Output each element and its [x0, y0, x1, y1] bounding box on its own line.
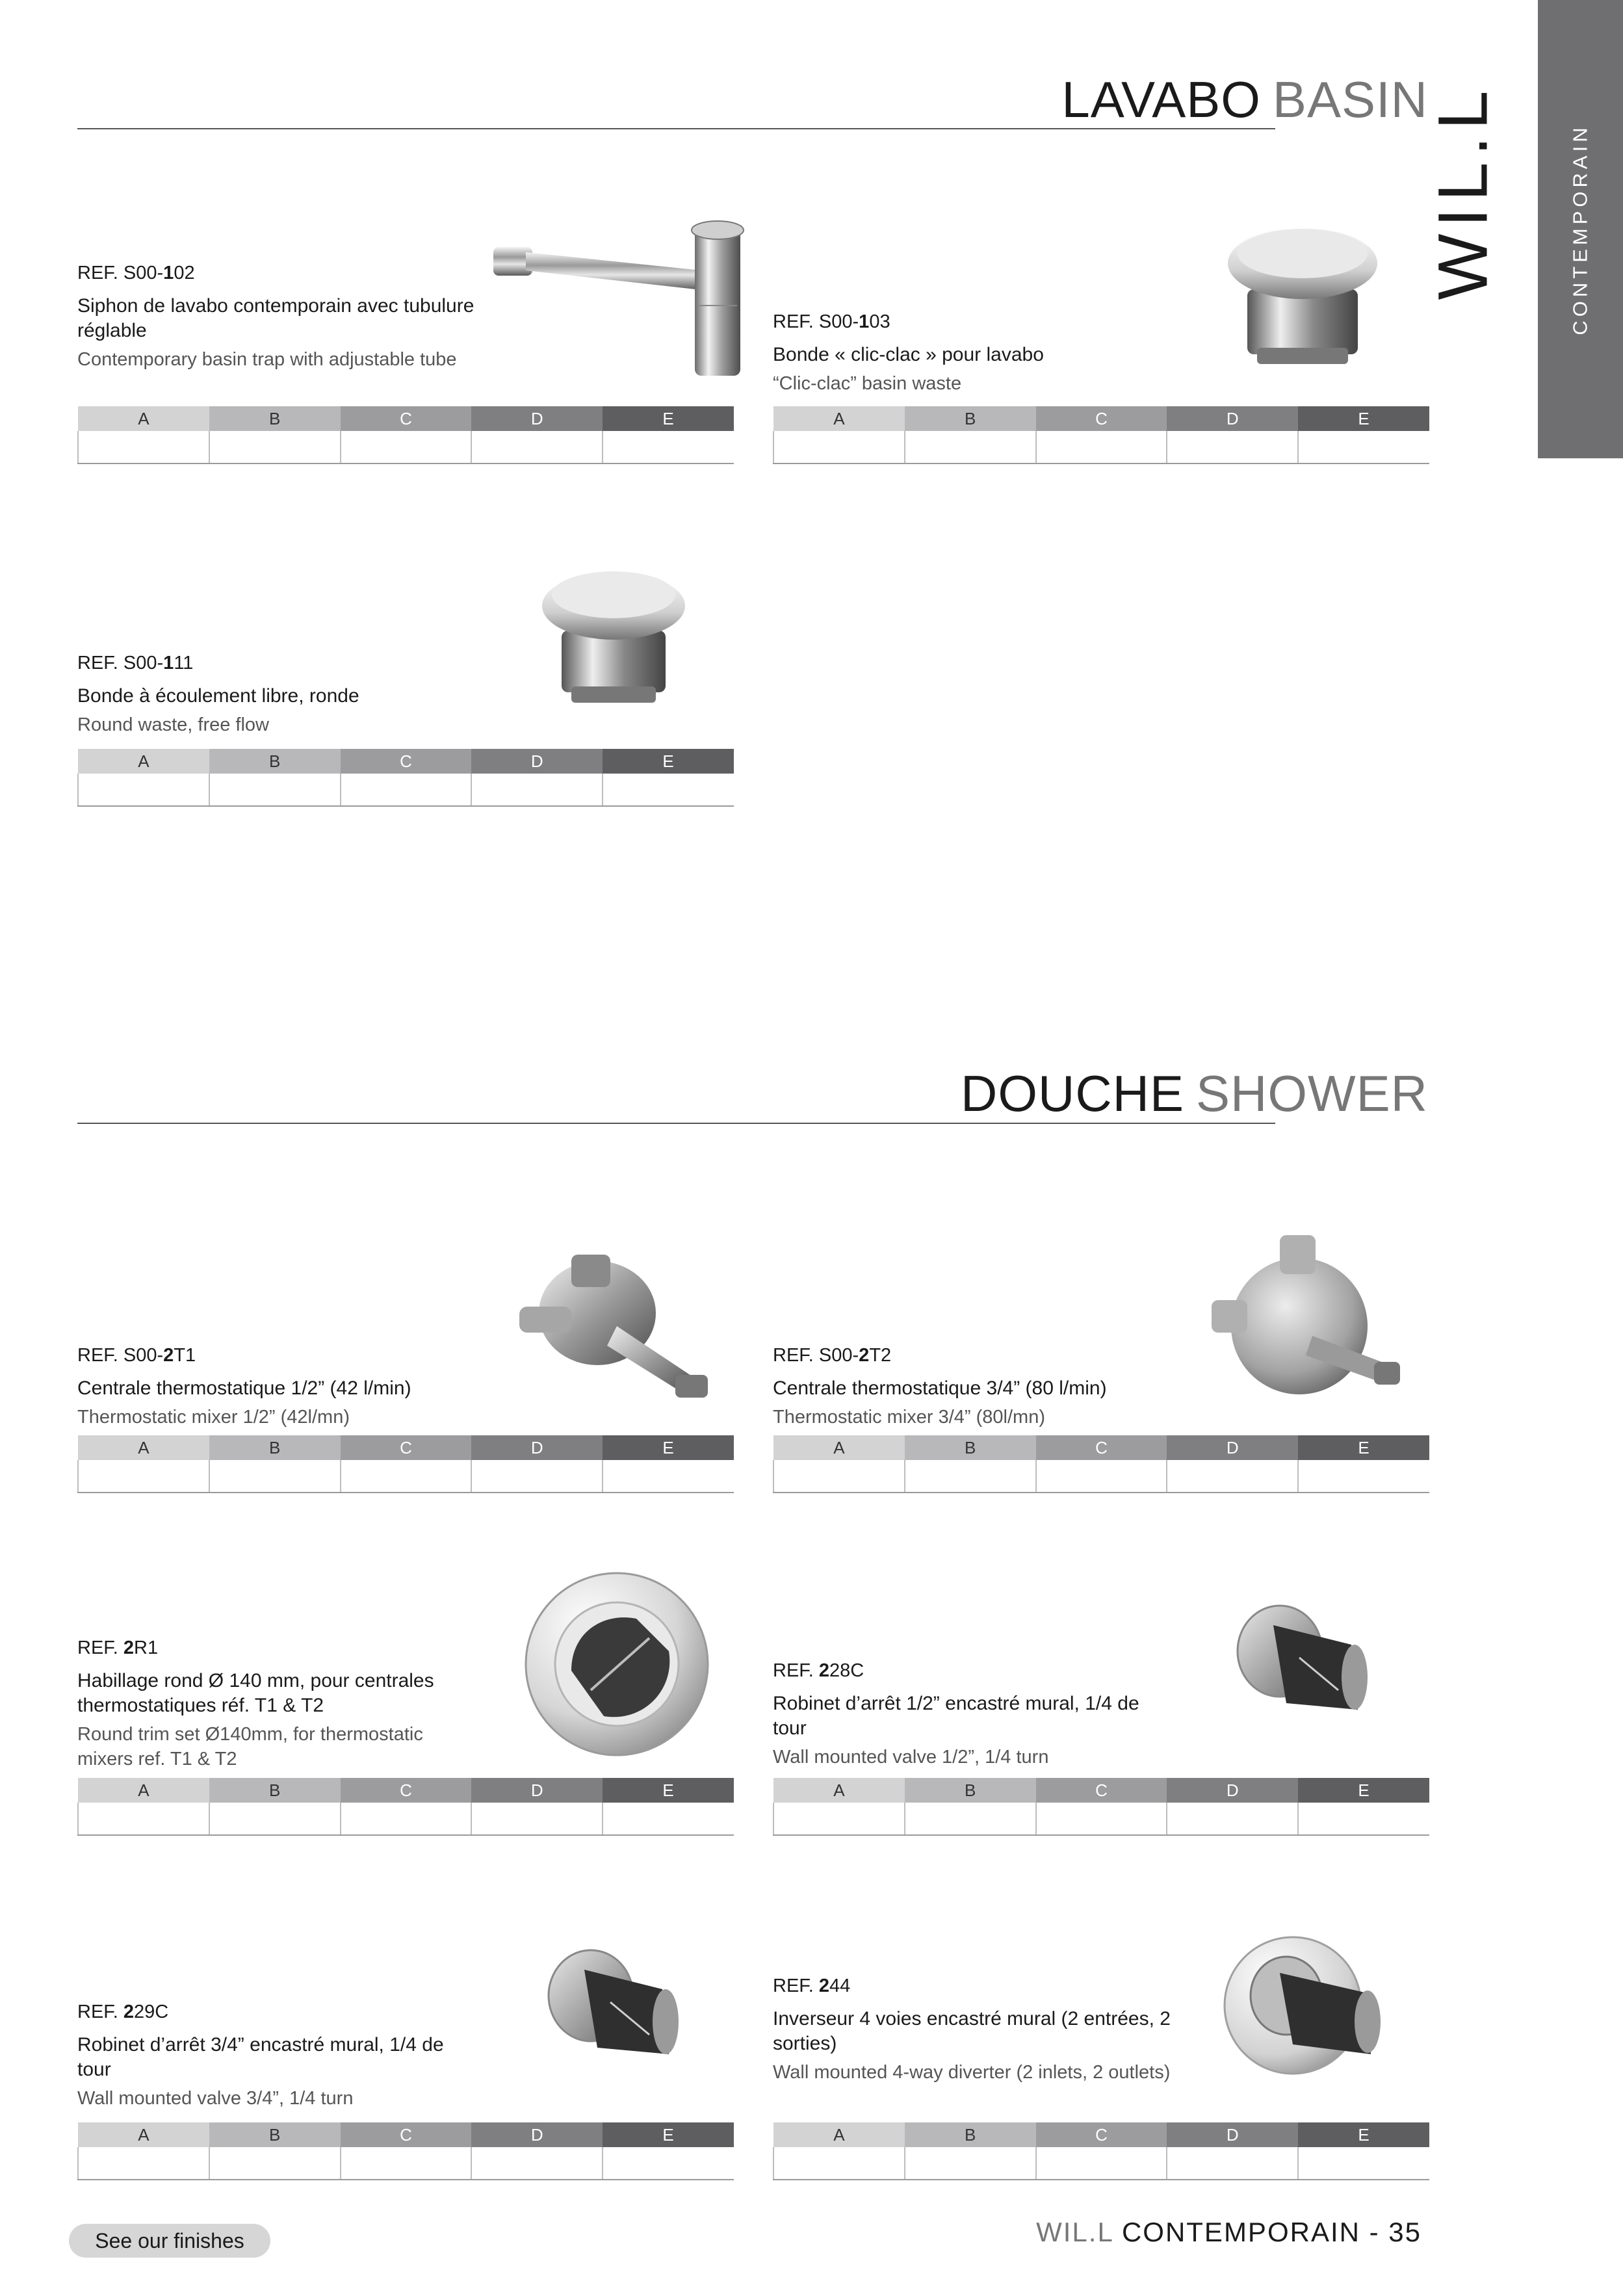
basin-trap-icon	[480, 208, 818, 377]
product-desc-fr: Robinet d’arrêt 3/4” encastré mural, 1/4 de tour	[77, 2034, 444, 2080]
product-desc-fr: Siphon de lavabo contemporain avec tubulure réglable	[77, 295, 474, 341]
finish-A: A	[773, 2122, 905, 2147]
finish-table	[773, 2122, 1429, 2180]
finish-A: A	[78, 749, 209, 774]
finish-B: B	[905, 1435, 1036, 1460]
thermostatic-mixer-large-icon	[1208, 1235, 1403, 1417]
finish-A: A	[78, 1435, 209, 1460]
product-ref: REF. S00-103	[773, 311, 890, 332]
product-desc-en: Wall mounted 4-way diverter (2 inlets, 2 outlets)	[773, 2062, 1171, 2083]
product-desc-fr: Bonde à écoulement libre, ronde	[77, 685, 359, 707]
brand-vertical: WIL.L	[1423, 83, 1502, 300]
finish-table	[77, 1778, 734, 1836]
finish-A: A	[78, 1778, 209, 1803]
product-desc-en: Thermostatic mixer 3/4” (80l/mn)	[773, 1407, 1045, 1428]
finish-B: B	[209, 749, 341, 774]
finish-C: C	[341, 749, 472, 774]
finish-E: E	[603, 406, 734, 431]
finish-E: E	[1298, 406, 1429, 431]
finish-D: D	[471, 406, 603, 431]
finish-A: A	[773, 1435, 905, 1460]
product-desc-fr: Centrale thermostatique 3/4” (80 l/min)	[773, 1377, 1107, 1399]
finish-B: B	[209, 1778, 341, 1803]
footer-collection: CONTEMPORAIN	[1121, 2217, 1360, 2247]
round-waste-icon	[532, 559, 695, 709]
finish-table	[77, 1435, 734, 1493]
section-title-shower	[961, 1064, 1428, 1123]
finish-A: A	[78, 406, 209, 431]
finish-C: C	[341, 406, 472, 431]
finish-E: E	[603, 2122, 734, 2147]
product-desc-en: “Clic-clac” basin waste	[773, 373, 962, 394]
finish-C: C	[1036, 406, 1167, 431]
finish-B: B	[209, 406, 341, 431]
product-desc-fr: Bonde « clic-clac » pour lavabo	[773, 344, 1044, 365]
finish-B: B	[905, 1778, 1036, 1803]
finish-E: E	[603, 749, 734, 774]
side-tab-label: CONTEMPORAIN	[1568, 123, 1592, 335]
finish-table	[77, 749, 734, 807]
finish-C: C	[341, 2122, 472, 2147]
product-desc-en: Wall mounted valve 3/4”, 1/4 turn	[77, 2088, 354, 2109]
product-card	[77, 195, 734, 468]
finish-D: D	[1167, 406, 1298, 431]
section-title-basin	[1061, 70, 1428, 129]
product-card	[77, 1918, 734, 2191]
page-number: - 35	[1369, 2217, 1422, 2247]
finish-D: D	[471, 2122, 603, 2147]
section-title-fr: LAVABO	[1061, 71, 1261, 128]
finish-D: D	[1167, 1778, 1298, 1803]
finish-B: B	[209, 2122, 341, 2147]
finish-D: D	[471, 1778, 603, 1803]
section-title-fr: DOUCHE	[960, 1065, 1184, 1122]
finish-A: A	[773, 1778, 905, 1803]
finish-D: D	[471, 1435, 603, 1460]
product-ref: REF. S00-111	[77, 653, 194, 673]
section-divider	[77, 1123, 1275, 1124]
finish-E: E	[603, 1435, 734, 1460]
product-desc-en: Thermostatic mixer 1/2” (42l/mn)	[77, 1407, 350, 1428]
product-card	[77, 553, 734, 826]
product-ref: REF. 228C	[773, 1660, 864, 1681]
finish-D: D	[471, 749, 603, 774]
product-card	[773, 1567, 1429, 1846]
product-desc-fr: Habillage rond Ø 140 mm, pour centrales thermostatiques réf. T1 & T2	[77, 1670, 434, 1716]
product-card	[77, 1567, 734, 1846]
finish-C: C	[1036, 2122, 1167, 2147]
finish-E: E	[603, 1778, 734, 1803]
finish-E: E	[1298, 1435, 1429, 1460]
clic-clac-waste-icon	[1221, 218, 1384, 367]
product-ref: REF. 2R1	[77, 1637, 159, 1658]
finish-B: B	[905, 2122, 1036, 2147]
product-desc-en: Round trim set Ø140mm, for thermostatic mixers ref. T1 & T2	[77, 1724, 423, 1769]
finish-D: D	[1167, 1435, 1298, 1460]
product-desc-en: Contemporary basin trap with adjustable tube	[77, 349, 457, 370]
product-card	[77, 1235, 734, 1508]
round-trim-icon	[519, 1567, 714, 1762]
finish-C: C	[341, 1435, 472, 1460]
finish-E: E	[1298, 2122, 1429, 2147]
finish-C: C	[1036, 1435, 1167, 1460]
finish-A: A	[78, 2122, 209, 2147]
finish-table	[773, 1435, 1429, 1493]
wall-valve-icon	[539, 1944, 695, 2087]
finish-E: E	[1298, 1778, 1429, 1803]
finish-B: B	[209, 1435, 341, 1460]
product-desc-en: Round waste, free flow	[77, 714, 269, 735]
see-finishes-button[interactable]: See our finishes	[69, 2224, 270, 2258]
footer-brand	[1036, 2217, 1422, 2248]
product-ref: REF. S00-2T2	[773, 1345, 892, 1366]
finish-C: C	[341, 1778, 472, 1803]
finish-table	[77, 2122, 734, 2180]
finish-B: B	[905, 406, 1036, 431]
side-tab-label-wrap	[1538, 0, 1623, 458]
section-title-en: BASIN	[1272, 71, 1428, 128]
diverter-icon	[1221, 1924, 1390, 2087]
finish-A: A	[773, 406, 905, 431]
product-card	[773, 1918, 1429, 2191]
product-desc-fr: Robinet d’arrêt 1/2” encastré mural, 1/4 de tour	[773, 1693, 1139, 1739]
product-ref: REF. 244	[773, 1976, 851, 1996]
product-desc-fr: Centrale thermostatique 1/2” (42 l/min)	[77, 1377, 411, 1399]
finish-table	[77, 406, 734, 464]
product-desc-en: Wall mounted valve 1/2”, 1/4 turn	[773, 1747, 1049, 1768]
finish-table	[773, 406, 1429, 464]
finish-C: C	[1036, 1778, 1167, 1803]
product-ref: REF. 229C	[77, 2002, 169, 2022]
product-card	[773, 195, 1429, 468]
section-divider	[77, 128, 1275, 129]
finish-D: D	[1167, 2122, 1298, 2147]
product-card	[773, 1235, 1429, 1508]
finish-table	[773, 1778, 1429, 1836]
product-ref: REF. S00-102	[77, 263, 195, 283]
product-desc-fr: Inverseur 4 voies encastré mural (2 entrées, 2 sorties)	[773, 2008, 1171, 2054]
product-ref: REF. S00-2T1	[77, 1345, 196, 1366]
footer-brand-name: WIL.L	[1036, 2217, 1113, 2247]
wall-valve-icon	[1228, 1599, 1384, 1742]
section-title-en: SHOWER	[1196, 1065, 1428, 1122]
thermostatic-mixer-icon	[506, 1248, 721, 1411]
